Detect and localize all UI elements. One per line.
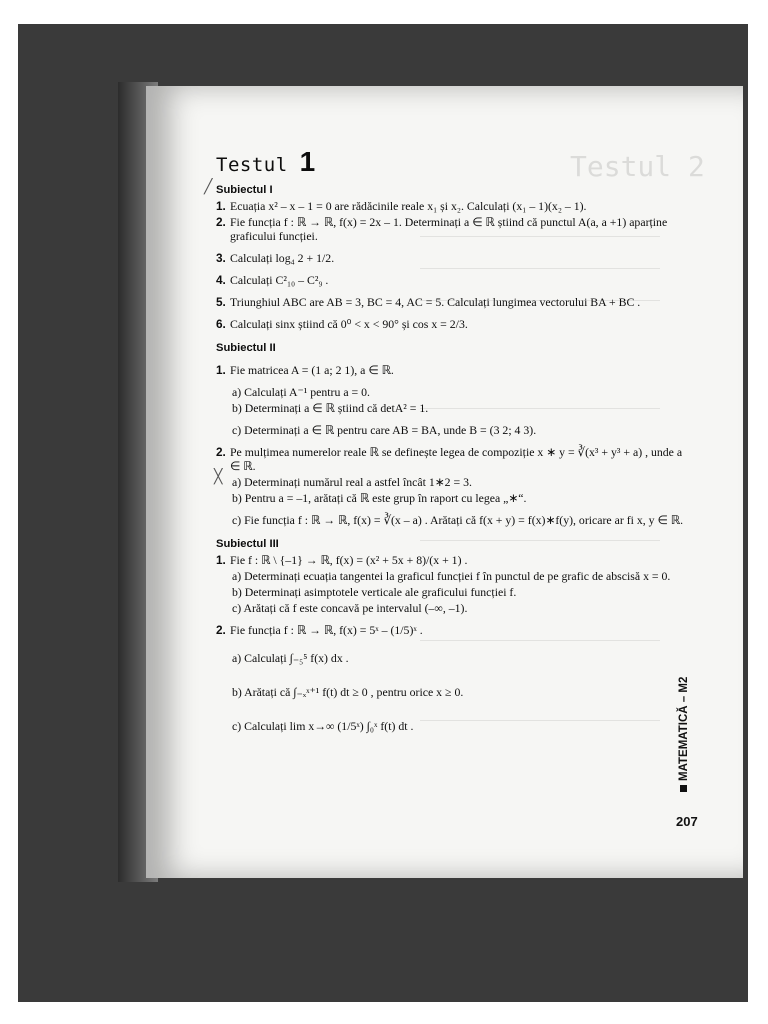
subproblem: c) Arătați că f este concavă pe intervalul (–∞, –1). (232, 601, 468, 615)
subproblem: b) Determinați asimptotele verticale ale graficului funcției f. (232, 585, 517, 599)
problem-text: Triunghiul ABC are AB = 3, BC = 4, AC = 5. Calculați lungimea vectorului BA + BC . (230, 295, 641, 309)
pencil-mark: ╳ (214, 468, 223, 484)
problem-text: Fie funcția f : ℝ → ℝ, f(x) = 2x – 1. Determinați a ∈ ℝ știind că punctul A(a, a +1) aparține graficului funcției. (230, 215, 668, 243)
problem-number: 1. (216, 199, 226, 213)
running-title: MATEMATICĂ – M2 (678, 677, 690, 792)
ghost-title: Testul 2 (570, 150, 705, 183)
problem-text: Calculați C²₁₀ – C²₉ . (230, 273, 329, 287)
subproblem: b) Arătați că ∫₋ₓˣ⁺¹ f(t) dt ≥ 0 , pentru orice x ≥ 0. (232, 685, 464, 699)
test-content (216, 145, 686, 733)
problem-text: Calculați sinx știind că 0⁰ < x < 90° și cos x = 2/3. (230, 317, 468, 331)
square-bullet-icon (680, 785, 687, 792)
problem-item (216, 295, 686, 309)
problem-number: 1. (216, 553, 226, 567)
section-heading: Subiectul II (216, 342, 276, 354)
problem-item (216, 215, 686, 243)
problem-item (216, 199, 686, 213)
problem-item (216, 623, 686, 637)
subproblem: a) Calculați ∫₋₅⁵ f(x) dx . (232, 651, 349, 665)
problem-text: Calculați log₄ 2 + 1/2. (230, 251, 335, 265)
problem-item (216, 363, 686, 377)
problem-number: 4. (216, 273, 226, 287)
problem-text: Fie matricea A = (1 a; 2 1), a ∈ ℝ. (230, 363, 394, 377)
subproblem: b) Determinați a ∈ ℝ știind că detA² = 1. (232, 401, 429, 415)
page-number: 207 (676, 814, 698, 829)
problem-item (216, 273, 686, 287)
subproblem: b) Pentru a = –1, arătați că ℝ este grup în raport cu legea „∗“. (232, 491, 527, 505)
subproblem: a) Calculați A⁻¹ pentru a = 0. (232, 385, 370, 399)
problem-number: 3. (216, 251, 226, 265)
problem-item (216, 251, 686, 265)
problem-item (216, 553, 686, 567)
section-heading: Subiectul III (216, 538, 279, 550)
subproblem: c) Determinați a ∈ ℝ pentru care AB = BA, unde B = (3 2; 4 3). (232, 423, 537, 437)
problem-item (216, 317, 686, 331)
problem-number: 2. (216, 215, 226, 229)
test-number: 1 (299, 146, 316, 177)
problem-number: 5. (216, 295, 226, 309)
problem-text: Ecuația x² – x – 1 = 0 are rădăcinile reale x₁ și x₂. Calculați (x₁ – 1)(x₂ – 1). (230, 199, 587, 213)
subproblem: a) Determinați numărul real a astfel încât 1∗2 = 3. (232, 475, 472, 489)
problem-item (216, 445, 686, 473)
problem-number: 2. (216, 623, 226, 637)
test-label: Testul (216, 154, 288, 176)
problem-text: Fie f : ℝ \ {–1} → ℝ, f(x) = (x² + 5x + 8)/(x + 1) . (230, 553, 468, 567)
problem-number: 6. (216, 317, 226, 331)
problem-number: 2. (216, 445, 226, 459)
subproblem: a) Determinați ecuația tangentei la graficul funcției f în punctul de pe grafic de abscisă x = 0. (232, 569, 671, 583)
section-heading: Subiectul I (216, 184, 273, 196)
problem-text: Fie funcția f : ℝ → ℝ, f(x) = 5ˣ – (1/5)ˣ . (230, 623, 423, 637)
pencil-mark: ╱ (204, 178, 213, 194)
problem-text: Pe mulțimea numerelor reale ℝ se definește legea de compoziție x ∗ y = ∛(x³ + y³ + a) , unde a ∈ ℝ. (230, 445, 683, 473)
subproblem: c) Fie funcția f : ℝ → ℝ, f(x) = ∛(x – a) . Arătați că f(x + y) = f(x)∗f(y), oricare ar fi x, y ∈ ℝ. (232, 513, 684, 527)
subproblem: c) Calculați lim x→∞ (1/5ˣ) ∫₀ˣ f(t) dt . (232, 719, 414, 733)
test-title (216, 145, 686, 179)
problem-number: 1. (216, 363, 226, 377)
